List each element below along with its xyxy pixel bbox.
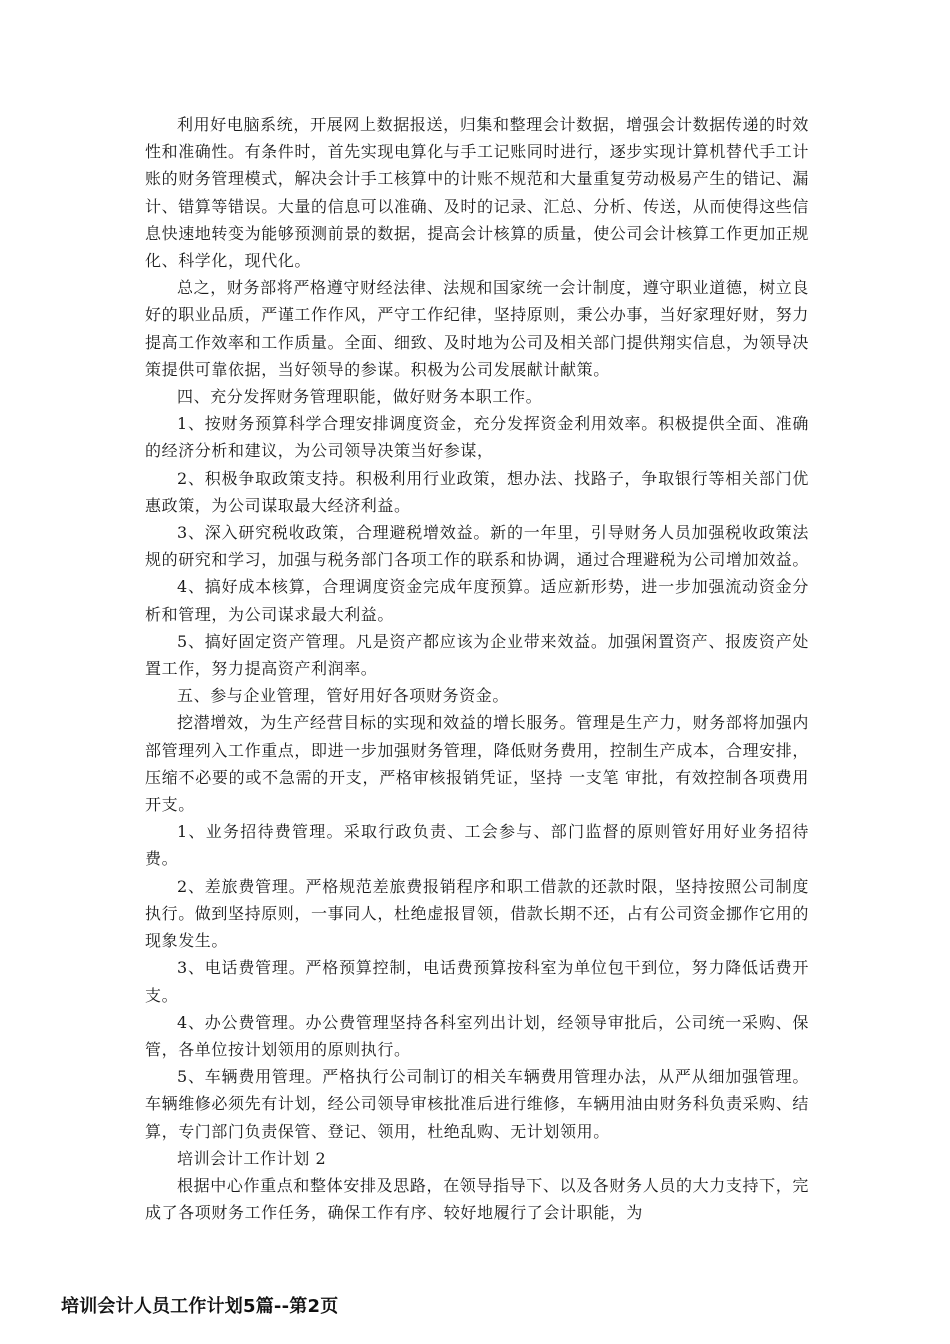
paragraph: 总之，财务部将严格遵守财经法律、法规和国家统一会计制度，遵守职业道德，树立良好的职业品质，严谨工作作风，严守工作纪律，坚持原则，秉公办事，当好家理好财，努力提高工作效率和工作质量。全面、细致、及时地为公司及相关部门提供翔实信息，为领导决策提供可靠依据，当好领导的参谋。积极为公司发展献计献策。	[145, 278, 810, 379]
list-item: 1、按财务预算科学合理安排调度资金，充分发挥资金利用效率。积极提供全面、准确的经济分析和建议，为公司领导决策当好参谋，	[145, 414, 809, 461]
paragraph: 挖潜增效，为生产经营目标的实现和效益的增长服务。管理是生产力，财务部将加强内部管理列入工作重点，即进一步加强财务管理，降低财务费用，控制生产成本，合理安排，压缩不必要的或不急需的开支，严格审核报销凭证，坚持 一支笔 审批，有效控制各项费用开支。	[145, 713, 810, 815]
list-item: 5、车辆费用管理。严格执行公司制订的相关车辆费用管理办法，从严从细加强管理。车辆维修必须先有计划，经公司领导审核批准后进行维修，车辆用油由财务科负责采购、结算，专门部门负责保管、登记、领用，杜绝乱购、无计划领用。	[145, 1067, 810, 1141]
list-item: 4、搞好成本核算，合理调度资金完成年度预算。适应新形势，进一步加强流动资金分析和管理，为公司谋求最大利益。	[145, 577, 809, 624]
list-item: 4、办公费管理。办公费管理坚持各科室列出计划，经领导审批后，公司统一采购、保管，各单位按计划领用的原则执行。	[145, 1012, 809, 1059]
list-item: 1、业务招待费管理。采取行政负责、工会参与、部门监督的原则管好用好业务招待费。	[145, 822, 809, 869]
document-body	[145, 111, 809, 1226]
section-title: 培训会计工作计划 2	[177, 1148, 327, 1168]
list-item: 3、深入研究税收政策，合理避税增效益。新的一年里，引导财务人员加强税收政策法规的研究和学习，加强与税务部门各项工作的联系和协调，通过合理避税为公司增加效益。	[145, 523, 810, 570]
section-heading: 五、参与企业管理，管好用好各项财务资金。	[177, 686, 510, 706]
paragraph: 利用好电脑系统，开展网上数据报送，归集和整理会计数据，增强会计数据传递的时效性和准确性。有条件时，首先实现电算化与手工记账同时进行，逐步实现计算机替代手工计账的财务管理模式，解决会计手工核算中的计账不规范和大量重复劳动极易产生的错记、漏计、错算等错误。大量的信息可以准确、及时的记录、汇总、分析、传送，从而使得这些信息快速地转变为能够预测前景的数据，提高会计核算的质量，使公司会计核算工作更加正规化、科学化，现代化。	[145, 115, 810, 271]
list-item: 5、搞好固定资产管理。凡是资产都应该为企业带来效益。加强闲置资产、报废资产处置工作，努力提高资产利润率。	[145, 631, 809, 679]
page-footer: 培训会计人员工作计划5篇--第2页	[61, 1296, 339, 1317]
list-item: 2、积极争取政策支持。积极利用行业政策，想办法、找路子，争取银行等相关部门优惠政策，为公司谋取最大经济利益。	[145, 468, 809, 515]
paragraph: 根据中心作重点和整体安排及思路，在领导指导下、以及各财务人员的大力支持下，完成了各项财务工作任务，确保工作有序、较好地履行了会计职能，为	[145, 1175, 809, 1223]
list-item: 3、电话费管理。严格预算控制，电话费预算按科室为单位包干到位，努力降低话费开支。	[145, 958, 809, 1005]
section-heading: 四、充分发挥财务管理职能，做好财务本职工作。	[177, 387, 543, 407]
list-item: 2、差旅费管理。严格规范差旅费报销程序和职工借款的还款时限，坚持按照公司制度执行。做到坚持原则，一事同人，杜绝虚报冒领，借款长期不还，占有公司资金挪作它用的现象发生。	[145, 876, 810, 951]
